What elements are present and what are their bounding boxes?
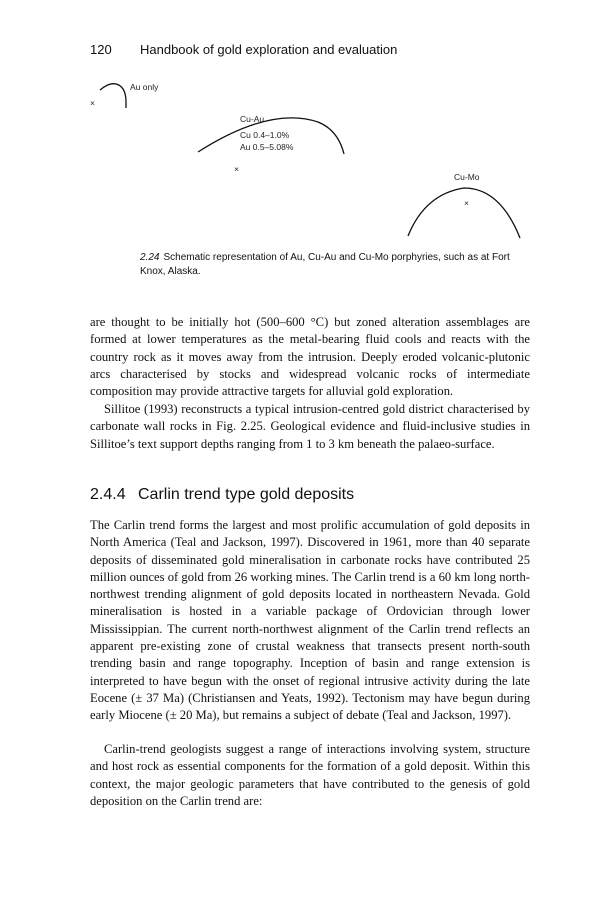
page-number: 120 xyxy=(90,42,112,57)
caption-text: Schematic representation of Au, Cu-Au and Cu-Mo porphyries, such as at Fort Knox, Alaska. xyxy=(140,252,510,277)
cu-au-marker: × xyxy=(234,164,239,174)
au-only-arc xyxy=(100,84,126,108)
cu-mo-label: Cu-Mo xyxy=(454,172,480,182)
au-only-label: Au only xyxy=(130,82,159,92)
figure-caption xyxy=(140,251,530,278)
paragraph-2: Sillitoe (1993) reconstructs a typical intrusion-centred gold district characterised by carbonate wall rocks in Fig. 2.25. Geological evidence and fluid-inclusive studies in Sillitoe’s text support depths ranging from 1 to 3 km beneath the palaeo-surface. xyxy=(90,402,530,451)
cu-au-grade-au: Au 0.5–5.08% xyxy=(240,142,294,152)
caption-number: 2.24 xyxy=(140,252,160,263)
paragraph-1: are thought to be initially hot (500–600 °C) but zoned alteration assemblages are formed at lower temperatures as the metal-bearing fluid cools and reacts with the country rock as it moves away from the intrusion. Deeply eroded volcanic-plutonic arcs characterised by stocks and widespread volcanic rocks of intermediate composition may provide attractive targets for alluvial gold exploration. xyxy=(90,315,530,399)
cu-au-grade-cu: Cu 0.4–1.0% xyxy=(240,130,290,140)
au-only-marker: × xyxy=(90,98,95,108)
section-number: 2.4.4 xyxy=(90,486,126,503)
section-title: Carlin trend type gold deposits xyxy=(138,486,355,503)
porphyry-schematic xyxy=(80,76,530,246)
running-head xyxy=(90,42,520,57)
cu-mo-marker: × xyxy=(464,198,469,208)
paragraph-3: The Carlin trend forms the largest and most prolific accumulation of gold deposits in North America (Teal and Jackson, 1997). Discovered in 1961, more than 40 separate deposits of disseminated gold mineralisation in carbonate rocks have contributed 25 million ounces of gold from 26 working mines. The Carlin trend is a 60 km long north-northwest trending alignment of gold deposits located in northeastern Nevada. Gold mineralisation is hosted in a variable package of Ordovician through lower Mississippian. The current north-northwest alignment of the Carlin trend reflects an apparent pre-existing zone of crustal weakness that transects present north-south trending basin and range topography. Inception of basin and range extension is interpreted to have begun with the onset of regional intrusive activity during the late Eocene (± 37 Ma) (Christiansen and Yeats, 1992). Tectonism may have begun during early Miocene (± 20 Ma), but remains a subject of debate (Teal and Jackson, 1997). xyxy=(90,518,530,723)
figure-2-24 xyxy=(80,76,530,246)
section-heading xyxy=(90,486,530,504)
cu-mo-arc xyxy=(408,188,520,238)
paragraph-4: Carlin-trend geologists suggest a range of interactions involving system, structure and host rock as essential components for the formation of a gold deposit. Within this context, the major geologic parameters that have contributed to the genesis of gold deposition on the Carlin trend are: xyxy=(90,742,530,808)
cu-au-label: Cu-Au xyxy=(240,114,265,124)
book-title: Handbook of gold exploration and evaluation xyxy=(140,42,398,57)
